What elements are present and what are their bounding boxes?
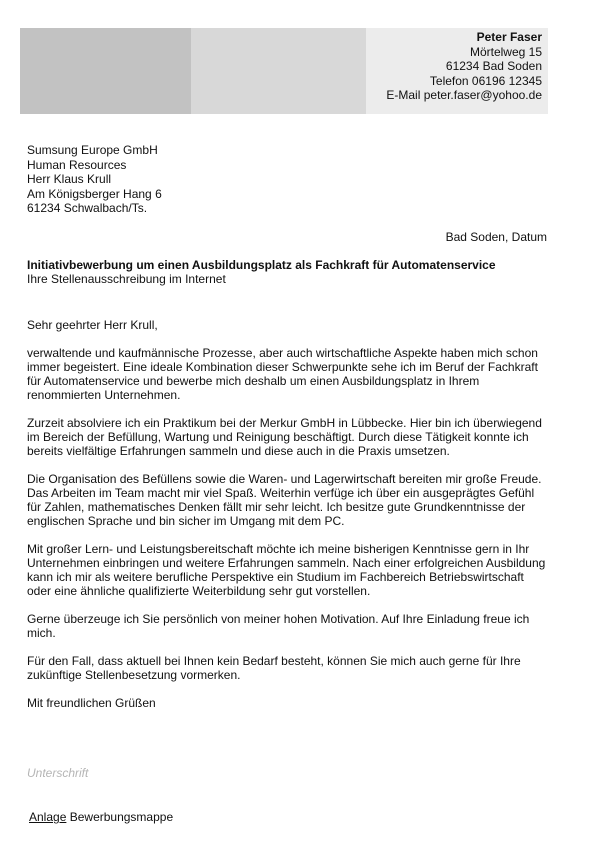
recipient-address — [27, 143, 162, 216]
body-paragraph: Zurzeit absolviere ich ein Praktikum bei der Merkur GmbH in Lübbecke. Hier bin ich überwiegend im Bereich der Befüllung, Wartung und Reinigung beschäftigt. Durch diese Tätigkeit konnte ich bereits vielfältige Erfahrungen sammeln und diese auch in die Praxis umsetzen. — [27, 416, 542, 458]
place-date: Bad Soden, Datum — [445, 230, 547, 244]
letterhead-band-dark — [20, 28, 191, 114]
recipient-company: Sumsung Europe GmbH — [27, 143, 158, 157]
body-paragraph: Mit großer Lern- und Leistungsbereitschaft möchte ich meine bisherigen Kenntnisse gern in Ihr Unternehmen einbringen und weitere Erfahrungen sammeln. Nach einer erfolgreichen Ausbildung kann ich mir als weitere berufliche Perspektive ein Studium im Fachbereich Betriebswirtschaft oder eine ähnliche qualifizierte Weiterbildung sehr gut vorstellen. — [27, 542, 546, 598]
subject-block — [27, 258, 496, 286]
body-paragraph: Die Organisation des Befüllens sowie die Waren- und Lagerwirtschaft bereiten mir große Freude. Das Arbeiten im Team macht mir viel Spaß. Weiterhin verfüge ich über ein ausgeprägtes Gefühl für Zahlen, mathematisches Denken fällt mir sehr leicht. Ich besitze gute Grundkenntnisse der englischen Sprache und bin sicher im Umgang mit dem PC. — [27, 472, 542, 528]
recipient-person: Herr Klaus Krull — [27, 172, 112, 186]
sender-phone: Telefon 06196 12345 — [429, 73, 542, 88]
closing: Mit freundlichen Grüßen — [27, 696, 156, 710]
sender-address — [386, 30, 542, 103]
enclosure-label: Anlage — [29, 810, 67, 824]
subject-title: Initiativbewerbung um einen Ausbildungsplatz als Fachkraft für Automatenservice — [27, 258, 496, 272]
subject-reference: Ihre Stellenausschreibung im Internet — [27, 272, 226, 286]
recipient-city: 61234 Schwalbach/Ts. — [27, 201, 148, 215]
sender-name: Peter Faser — [476, 30, 542, 44]
enclosure-text: Bewerbungsmappe — [69, 810, 174, 824]
enclosure-line — [29, 810, 173, 824]
recipient-department: Human Resources — [27, 157, 127, 172]
letterhead-band-mid — [191, 28, 366, 114]
signature-placeholder: Unterschrift — [27, 766, 89, 780]
salutation: Sehr geehrter Herr Krull, — [27, 318, 158, 332]
body-paragraph: verwaltende und kaufmännische Prozesse, aber auch wirtschaftliche Aspekte haben mich schon immer begeistert. Eine ideale Kombination dieser Schwerpunkte sehe ich im Beruf der Fachkraft für Automatenservice und bewerbe mich deshalb um einen Ausbildungsplatz in Ihrem renommierten Unternehmen. — [27, 346, 538, 402]
sender-email: E-Mail peter.faser@yohoo.de — [386, 88, 542, 102]
letter-body — [27, 318, 547, 724]
sender-street: Mörtelweg 15 — [469, 44, 542, 59]
body-paragraph: Gerne überzeuge ich Sie persönlich von meiner hohen Motivation. Auf Ihre Einladung freue ich mich. — [27, 612, 530, 640]
body-paragraph: Für den Fall, dass aktuell bei Ihnen kein Bedarf besteht, können Sie mich auch gerne für Ihre zukünftige Stellenbesetzung vormerken. — [27, 654, 521, 682]
recipient-street: Am Königsberger Hang 6 — [27, 186, 162, 201]
sender-city: 61234 Bad Soden — [445, 59, 542, 73]
letterhead-band — [20, 28, 548, 114]
